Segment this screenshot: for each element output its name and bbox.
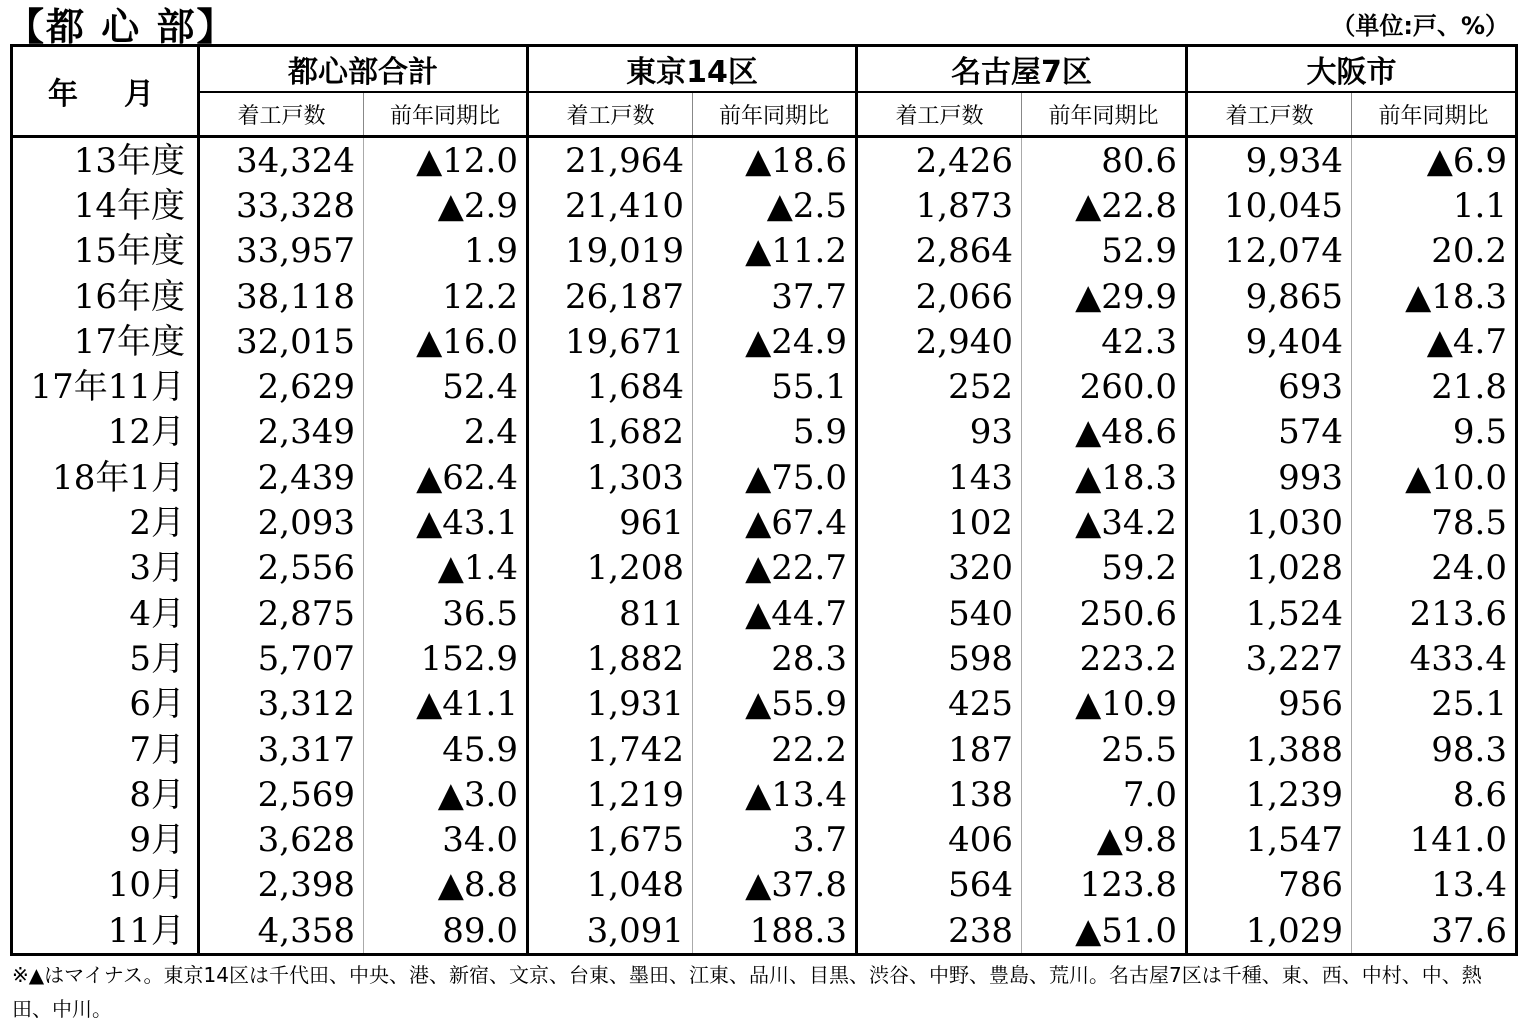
cell-yoy: 433.4 [1352,636,1517,681]
cell-starts: 1,030 [1187,500,1352,545]
cell-yoy: ▲67.4 [693,500,857,545]
cell-starts: 21,964 [528,137,693,184]
row-label: 15年度 [73,231,185,272]
cell-yoy: 9.5 [1352,410,1517,455]
cell-starts: 1,208 [528,546,693,591]
cell-yoy: ▲55.9 [693,682,857,727]
cell-yoy: 80.6 [1022,137,1187,184]
row-label: 4月 [129,593,185,634]
header-sub-yoy: 前年同期比 [1352,92,1517,137]
cell-starts: 1,029 [1187,908,1352,955]
cell-yoy: 250.6 [1022,591,1187,636]
cell-starts: 34,324 [199,137,364,184]
row-label: 2月 [129,503,185,544]
cell-yoy: 260.0 [1022,364,1187,409]
cell-starts: 811 [528,591,693,636]
cell-starts: 2,349 [199,410,364,455]
cell-starts: 956 [1187,682,1352,727]
table-row [12,863,1517,908]
cell-yoy: 152.9 [364,636,528,681]
cell-yoy: ▲22.8 [1022,183,1187,228]
cell-yoy: ▲10.0 [1352,455,1517,500]
table-row [12,364,1517,409]
row-label: 13年度 [73,140,185,181]
cell-yoy: 25.1 [1352,682,1517,727]
cell-starts: 2,066 [857,274,1022,319]
header-sub-yoy: 前年同期比 [364,92,528,137]
cell-yoy: ▲62.4 [364,455,528,500]
cell-starts: 1,675 [528,817,693,862]
table-row [12,274,1517,319]
header-group-nagoya: 名古屋7区 [857,46,1187,93]
table-row [12,410,1517,455]
row-label: 7月 [129,729,185,770]
cell-starts: 2,093 [199,500,364,545]
cell-starts: 406 [857,817,1022,862]
cell-yoy: ▲24.9 [693,319,857,364]
cell-yoy: 52.4 [364,364,528,409]
cell-starts: 1,048 [528,863,693,908]
header-group-tokyo: 東京14区 [528,46,857,93]
cell-yoy: ▲48.6 [1022,410,1187,455]
cell-yoy: ▲22.7 [693,546,857,591]
table-row [12,727,1517,772]
cell-yoy: ▲18.6 [693,137,857,184]
cell-starts: 38,118 [199,274,364,319]
cell-yoy: ▲6.9 [1352,137,1517,184]
cell-starts: 10,045 [1187,183,1352,228]
cell-starts: 33,328 [199,183,364,228]
housing-starts-table [10,44,1518,956]
row-label: 10月 [107,865,185,906]
header-sub-starts: 着工戸数 [1187,92,1352,137]
cell-yoy: ▲51.0 [1022,908,1187,955]
cell-yoy: 123.8 [1022,863,1187,908]
cell-yoy: ▲43.1 [364,500,528,545]
cell-starts: 2,439 [199,455,364,500]
cell-yoy: 89.0 [364,908,528,955]
cell-starts: 9,404 [1187,319,1352,364]
cell-yoy: ▲41.1 [364,682,528,727]
cell-yoy: ▲1.4 [364,546,528,591]
cell-starts: 102 [857,500,1022,545]
cell-yoy: 52.9 [1022,229,1187,274]
cell-yoy: 1.9 [364,229,528,274]
cell-starts: 1,303 [528,455,693,500]
header-sub-starts: 着工戸数 [199,92,364,137]
cell-starts: 1,873 [857,183,1022,228]
row-label: 8月 [129,774,185,815]
cell-starts: 540 [857,591,1022,636]
cell-yoy: ▲34.2 [1022,500,1187,545]
footnote: ※▲はマイナス。東京14区は千代田、中央、港、新宿、文京、台東、墨田、江東、品川、目黒、渋谷、中野、豊島、荒川。名古屋7区は千種、東、西、中村、中、熱田、中川。 [12,963,1482,1021]
cell-starts: 143 [857,455,1022,500]
row-label: 12月 [107,412,185,453]
cell-starts: 21,410 [528,183,693,228]
cell-yoy: ▲2.9 [364,183,528,228]
cell-yoy: 28.3 [693,636,857,681]
cell-starts: 2,398 [199,863,364,908]
cell-yoy: ▲13.4 [693,772,857,817]
cell-yoy: ▲75.0 [693,455,857,500]
cell-yoy: 3.7 [693,817,857,862]
cell-starts: 93 [857,410,1022,455]
row-label: 5月 [129,638,185,679]
cell-starts: 4,358 [199,908,364,955]
cell-yoy: 7.0 [1022,772,1187,817]
cell-starts: 564 [857,863,1022,908]
cell-starts: 5,707 [199,636,364,681]
page-title: 【都 心 部】 [6,5,237,49]
cell-yoy: ▲37.8 [693,863,857,908]
cell-starts: 993 [1187,455,1352,500]
table-row [12,908,1517,955]
cell-yoy: 98.3 [1352,727,1517,772]
cell-starts: 1,682 [528,410,693,455]
cell-starts: 1,742 [528,727,693,772]
cell-yoy: ▲12.0 [364,137,528,184]
cell-starts: 2,426 [857,137,1022,184]
row-label: 3月 [129,548,185,589]
table-row [12,319,1517,364]
cell-starts: 1,028 [1187,546,1352,591]
cell-starts: 1,931 [528,682,693,727]
table-body [12,137,1517,955]
cell-starts: 961 [528,500,693,545]
cell-yoy: 12.2 [364,274,528,319]
header-sub-starts: 着工戸数 [528,92,693,137]
table-row [12,772,1517,817]
cell-yoy: ▲18.3 [1022,455,1187,500]
cell-starts: 238 [857,908,1022,955]
cell-starts: 1,524 [1187,591,1352,636]
table-row [12,636,1517,681]
cell-starts: 32,015 [199,319,364,364]
row-label: 14年度 [73,185,185,226]
table-row [12,229,1517,274]
table-row [12,546,1517,591]
cell-yoy: 1.1 [1352,183,1517,228]
cell-starts: 187 [857,727,1022,772]
table-row [12,455,1517,500]
header-group-total: 都心部合計 [199,46,528,93]
cell-yoy: 13.4 [1352,863,1517,908]
cell-starts: 786 [1187,863,1352,908]
cell-yoy: ▲11.2 [693,229,857,274]
cell-yoy: 78.5 [1352,500,1517,545]
cell-starts: 574 [1187,410,1352,455]
cell-yoy: 59.2 [1022,546,1187,591]
cell-starts: 9,934 [1187,137,1352,184]
cell-yoy: 37.6 [1352,908,1517,955]
unit-label: （単位:戸、%） [1331,12,1509,40]
cell-yoy: ▲2.5 [693,183,857,228]
cell-yoy: ▲4.7 [1352,319,1517,364]
table-row [12,817,1517,862]
table-row [12,591,1517,636]
cell-starts: 693 [1187,364,1352,409]
cell-starts: 598 [857,636,1022,681]
header-row-groups [12,46,1517,93]
header-row-sub [12,92,1517,137]
cell-starts: 3,091 [528,908,693,955]
cell-yoy: 213.6 [1352,591,1517,636]
cell-starts: 2,864 [857,229,1022,274]
cell-starts: 1,882 [528,636,693,681]
cell-starts: 9,865 [1187,274,1352,319]
cell-starts: 2,940 [857,319,1022,364]
cell-starts: 1,684 [528,364,693,409]
cell-yoy: 55.1 [693,364,857,409]
cell-yoy: 21.8 [1352,364,1517,409]
cell-yoy: 8.6 [1352,772,1517,817]
cell-yoy: 45.9 [364,727,528,772]
row-label: 17年度 [73,321,185,362]
cell-starts: 425 [857,682,1022,727]
cell-yoy: 24.0 [1352,546,1517,591]
cell-starts: 33,957 [199,229,364,274]
cell-starts: 1,239 [1187,772,1352,817]
cell-yoy: 25.5 [1022,727,1187,772]
cell-starts: 3,317 [199,727,364,772]
cell-starts: 1,219 [528,772,693,817]
cell-yoy: 20.2 [1352,229,1517,274]
row-label: 11月 [107,910,185,951]
cell-yoy: ▲44.7 [693,591,857,636]
cell-yoy: ▲10.9 [1022,682,1187,727]
header-year-month: 年 月 [12,46,199,137]
cell-starts: 138 [857,772,1022,817]
cell-yoy: ▲18.3 [1352,274,1517,319]
cell-starts: 2,629 [199,364,364,409]
cell-starts: 26,187 [528,274,693,319]
cell-starts: 2,556 [199,546,364,591]
row-label: 18年1月 [52,457,185,498]
cell-yoy: ▲3.0 [364,772,528,817]
cell-yoy: 5.9 [693,410,857,455]
header-group-osaka: 大阪市 [1187,46,1517,93]
row-label: 16年度 [73,276,185,317]
cell-starts: 12,074 [1187,229,1352,274]
cell-starts: 19,019 [528,229,693,274]
header-sub-yoy: 前年同期比 [693,92,857,137]
cell-yoy: 223.2 [1022,636,1187,681]
cell-yoy: ▲29.9 [1022,274,1187,319]
cell-starts: 252 [857,364,1022,409]
cell-starts: 3,312 [199,682,364,727]
cell-starts: 2,875 [199,591,364,636]
row-label: 6月 [129,684,185,725]
table-row [12,183,1517,228]
cell-yoy: 42.3 [1022,319,1187,364]
cell-starts: 1,547 [1187,817,1352,862]
cell-starts: 3,628 [199,817,364,862]
cell-yoy: 141.0 [1352,817,1517,862]
table-row [12,682,1517,727]
cell-yoy: ▲8.8 [364,863,528,908]
table-row [12,137,1517,184]
cell-starts: 2,569 [199,772,364,817]
cell-yoy: ▲9.8 [1022,817,1187,862]
cell-yoy: 2.4 [364,410,528,455]
row-label: 9月 [129,820,185,861]
cell-yoy: 22.2 [693,727,857,772]
cell-starts: 3,227 [1187,636,1352,681]
table-row [12,500,1517,545]
cell-yoy: 36.5 [364,591,528,636]
row-label: 17年11月 [30,367,185,408]
cell-yoy: 188.3 [693,908,857,955]
cell-starts: 1,388 [1187,727,1352,772]
header-sub-yoy: 前年同期比 [1022,92,1187,137]
cell-yoy: 34.0 [364,817,528,862]
cell-yoy: 37.7 [693,274,857,319]
cell-yoy: ▲16.0 [364,319,528,364]
cell-starts: 320 [857,546,1022,591]
header-sub-starts: 着工戸数 [857,92,1022,137]
cell-starts: 19,671 [528,319,693,364]
